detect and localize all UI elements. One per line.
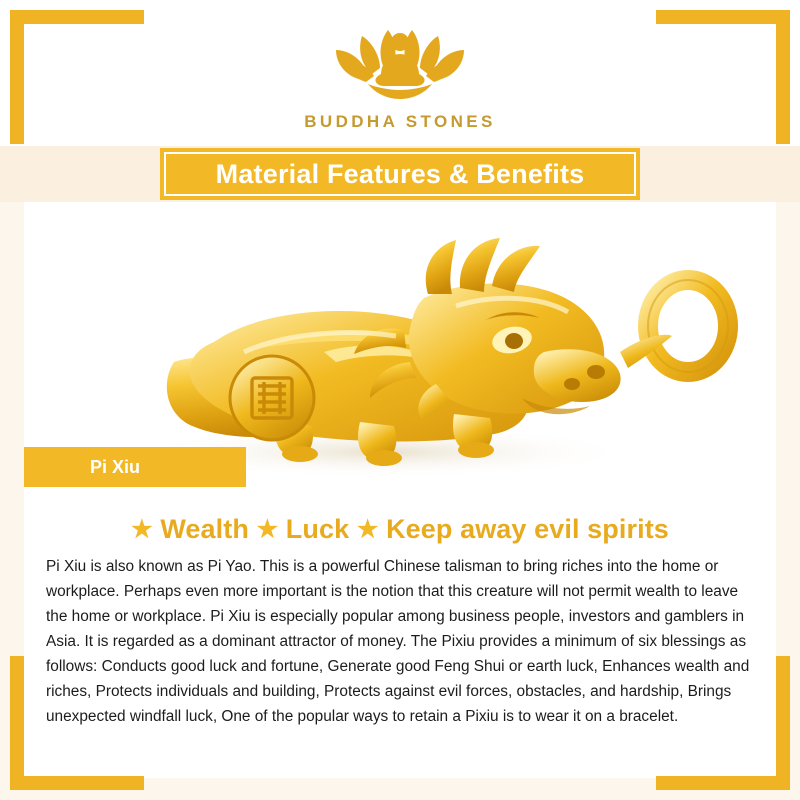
image-caption-label: Pi Xiu — [90, 456, 141, 477]
title-banner-border — [164, 152, 636, 196]
corner-frame-bottom-left — [10, 656, 144, 790]
star-icon-3: ★ — [356, 516, 379, 543]
corner-frame-bottom-right — [656, 656, 790, 790]
benefit-wealth: Wealth — [160, 514, 249, 544]
benefits-headline — [46, 514, 754, 545]
benefit-luck: Luck — [285, 514, 350, 544]
image-caption-tab — [24, 447, 246, 487]
title-banner — [160, 148, 640, 200]
benefit-evil-spirits: Keep away evil spirits — [386, 514, 669, 544]
star-icon-1: ★ — [131, 516, 153, 543]
page-title: Material Features & Benefits — [215, 158, 585, 189]
star-icon-2: ★ — [256, 516, 279, 543]
brand-logo — [0, 16, 800, 132]
brand-name: BUDDHA STONES — [304, 112, 496, 131]
lotus-meditation-icon — [310, 16, 490, 108]
description-paragraph: Pi Xiu is also known as Pi Yao. This is a powerful Chinese talisman to bring riches into the home or workplace. Perhaps even more important is the notion that this creature will not permit wealth to leave the home or workplace. Pi Xiu is especially popular among business people, investors and gamblers in Asia. It is regarded as a dominant attractor of money. The Pixiu provides a minimum of six blessings as follows: Conducts good luck and fortune, Generate good Feng Shui or earth luck, Enhances wealth and riches, Protects individuals and building, Protects against evil forces, obstacles, and hardship, Brings unexpected windfall luck, One of the popular ways to retain a Pixiu is to wear it on a bracelet. — [46, 558, 750, 725]
